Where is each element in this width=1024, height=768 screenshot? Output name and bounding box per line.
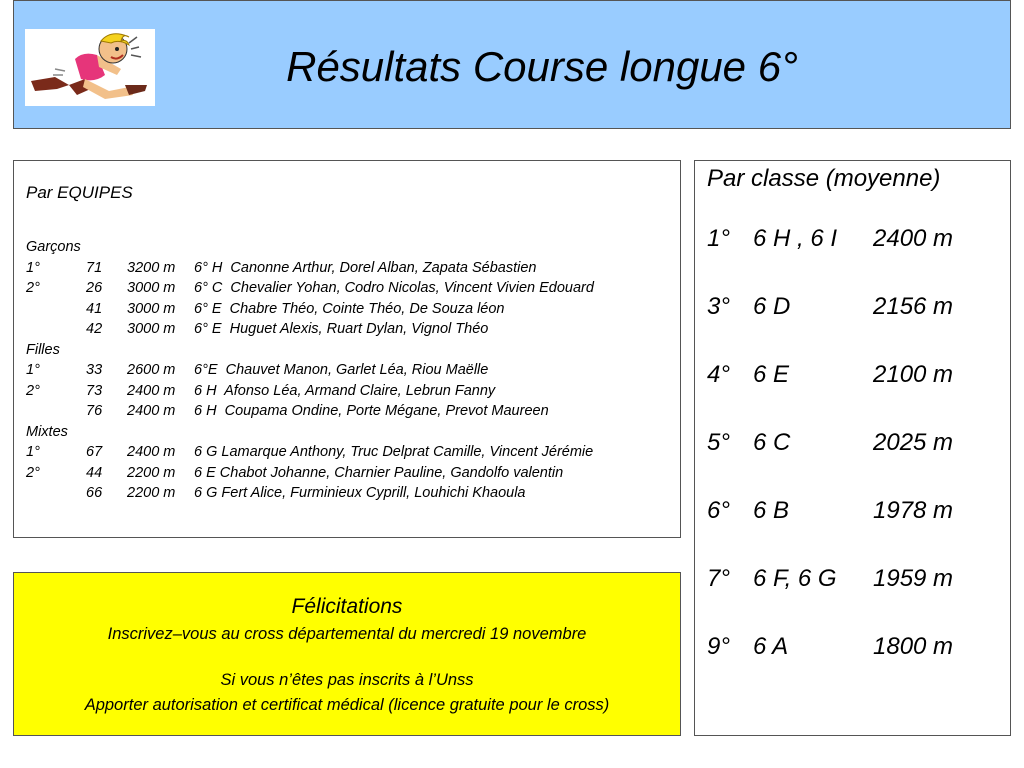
class-rank: 5° bbox=[707, 429, 730, 456]
team-rank: 2° bbox=[26, 382, 40, 399]
congratulations-line-2: Si vous n’êtes pas inscrits à l’Unss bbox=[220, 671, 474, 689]
team-members: 6°E Chauvet Manon, Garlet Léa, Riou Maëlle bbox=[194, 362, 489, 378]
team-members: 6° E Huguet Alexis, Ruart Dylan, Vignol Théo bbox=[194, 321, 489, 337]
team-number: 71 bbox=[86, 259, 103, 276]
team-distance: 2600 m bbox=[127, 362, 176, 378]
team-rank bbox=[26, 483, 86, 504]
team-members: 6 E Chabot Johanne, Charnier Pauline, Gandolfo valentin bbox=[194, 464, 564, 481]
team-number: 66 bbox=[86, 485, 103, 501]
team-distance: 2400 m bbox=[127, 382, 176, 399]
team-distance: 3000 m bbox=[127, 300, 176, 317]
class-name: 6 H , 6 I bbox=[753, 225, 838, 252]
team-members: 6 G Fert Alice, Furminieux Cyprill, Louhichi Khaoula bbox=[194, 485, 526, 501]
page-title: Résultats Course longue 6° bbox=[286, 43, 798, 90]
team-rank bbox=[26, 319, 86, 340]
team-result-row bbox=[26, 381, 594, 402]
team-members: 6° H Canonne Arthur, Dorel Alban, Zapata Sébastien bbox=[194, 259, 537, 276]
class-rank: 1° bbox=[707, 225, 730, 252]
team-rank: 1° bbox=[26, 259, 40, 276]
class-name: 6 D bbox=[753, 293, 791, 320]
class-name: 6 E bbox=[753, 361, 790, 388]
team-number: 76 bbox=[86, 403, 103, 419]
team-number: 42 bbox=[86, 321, 103, 337]
class-results-title: Par classe (moyenne) bbox=[707, 165, 941, 192]
team-members: 6 G Lamarque Anthony, Truc Delprat Camille, Vincent Jérémie bbox=[194, 444, 594, 460]
class-name: 6 B bbox=[753, 497, 790, 524]
teams-heading: Par EQUIPES bbox=[26, 183, 133, 202]
team-distance: 2400 m bbox=[127, 403, 176, 419]
class-distance: 1978 m bbox=[873, 497, 954, 524]
team-rank: 1° bbox=[26, 444, 40, 460]
team-result-row bbox=[26, 401, 594, 422]
congratulations-line-1: Inscrivez–vous au cross départemental du mercredi 19 novembre bbox=[107, 625, 587, 643]
team-distance: 2200 m bbox=[127, 464, 176, 481]
team-result-row bbox=[26, 278, 594, 299]
team-rank bbox=[26, 401, 86, 422]
team-members: 6° E Chabre Théo, Cointe Théo, De Souza léon bbox=[194, 300, 505, 317]
team-result-row bbox=[26, 442, 594, 463]
team-distance: 3000 m bbox=[127, 280, 176, 296]
team-members: 6 H Afonso Léa, Armand Claire, Lebrun Fanny bbox=[194, 382, 496, 399]
class-rank: 6° bbox=[707, 497, 730, 524]
class-distance: 2025 m bbox=[873, 429, 954, 456]
team-result-row bbox=[26, 483, 594, 504]
teams-results-panel bbox=[13, 160, 681, 538]
class-name: 6 A bbox=[753, 633, 789, 660]
team-members: 6° C Chevalier Yohan, Codro Nicolas, Vincent Vivien Edouard bbox=[194, 280, 594, 296]
team-distance: 3200 m bbox=[127, 259, 176, 276]
team-result-row bbox=[26, 360, 594, 381]
team-number: 73 bbox=[86, 382, 103, 399]
class-distance: 2156 m bbox=[873, 293, 954, 320]
congratulations-panel bbox=[13, 572, 681, 736]
title-banner bbox=[13, 0, 1011, 129]
team-number: 67 bbox=[86, 444, 103, 460]
class-results-panel bbox=[694, 160, 1011, 736]
team-number: 41 bbox=[86, 300, 103, 317]
congratulations-title: Félicitations bbox=[291, 595, 403, 618]
team-distance: 3000 m bbox=[127, 321, 176, 337]
team-number: 33 bbox=[86, 362, 103, 378]
class-distance: 2100 m bbox=[873, 361, 954, 388]
team-group-label: Mixtes bbox=[26, 423, 68, 440]
team-rank: 1° bbox=[26, 362, 40, 378]
team-rank: 2° bbox=[26, 464, 40, 481]
class-rank: 4° bbox=[707, 361, 730, 388]
team-number: 44 bbox=[86, 464, 103, 481]
class-distance: 1800 m bbox=[873, 633, 954, 660]
team-result-row bbox=[26, 319, 594, 340]
congratulations-line-3: Apporter autorisation et certificat médical (licence gratuite pour le cross) bbox=[84, 696, 610, 714]
teams-results-list bbox=[26, 237, 594, 504]
team-result-row bbox=[26, 258, 594, 279]
class-name: 6 F, 6 G bbox=[753, 565, 837, 592]
team-rank: 2° bbox=[26, 280, 40, 296]
class-name: 6 C bbox=[753, 429, 791, 456]
team-group-label: Garçons bbox=[26, 239, 81, 255]
team-number: 26 bbox=[86, 280, 103, 296]
team-rank bbox=[26, 299, 86, 320]
team-distance: 2200 m bbox=[127, 485, 176, 501]
class-distance: 2400 m bbox=[873, 225, 954, 252]
class-rank: 3° bbox=[707, 293, 730, 320]
team-result-row bbox=[26, 463, 594, 484]
team-group-label: Filles bbox=[26, 341, 60, 358]
team-distance: 2400 m bbox=[127, 444, 176, 460]
class-rank: 9° bbox=[707, 633, 730, 660]
class-distance: 1959 m bbox=[873, 565, 954, 592]
class-rank: 7° bbox=[707, 565, 730, 592]
team-result-row bbox=[26, 299, 594, 320]
team-members: 6 H Coupama Ondine, Porte Mégane, Prevot Maureen bbox=[194, 403, 549, 419]
